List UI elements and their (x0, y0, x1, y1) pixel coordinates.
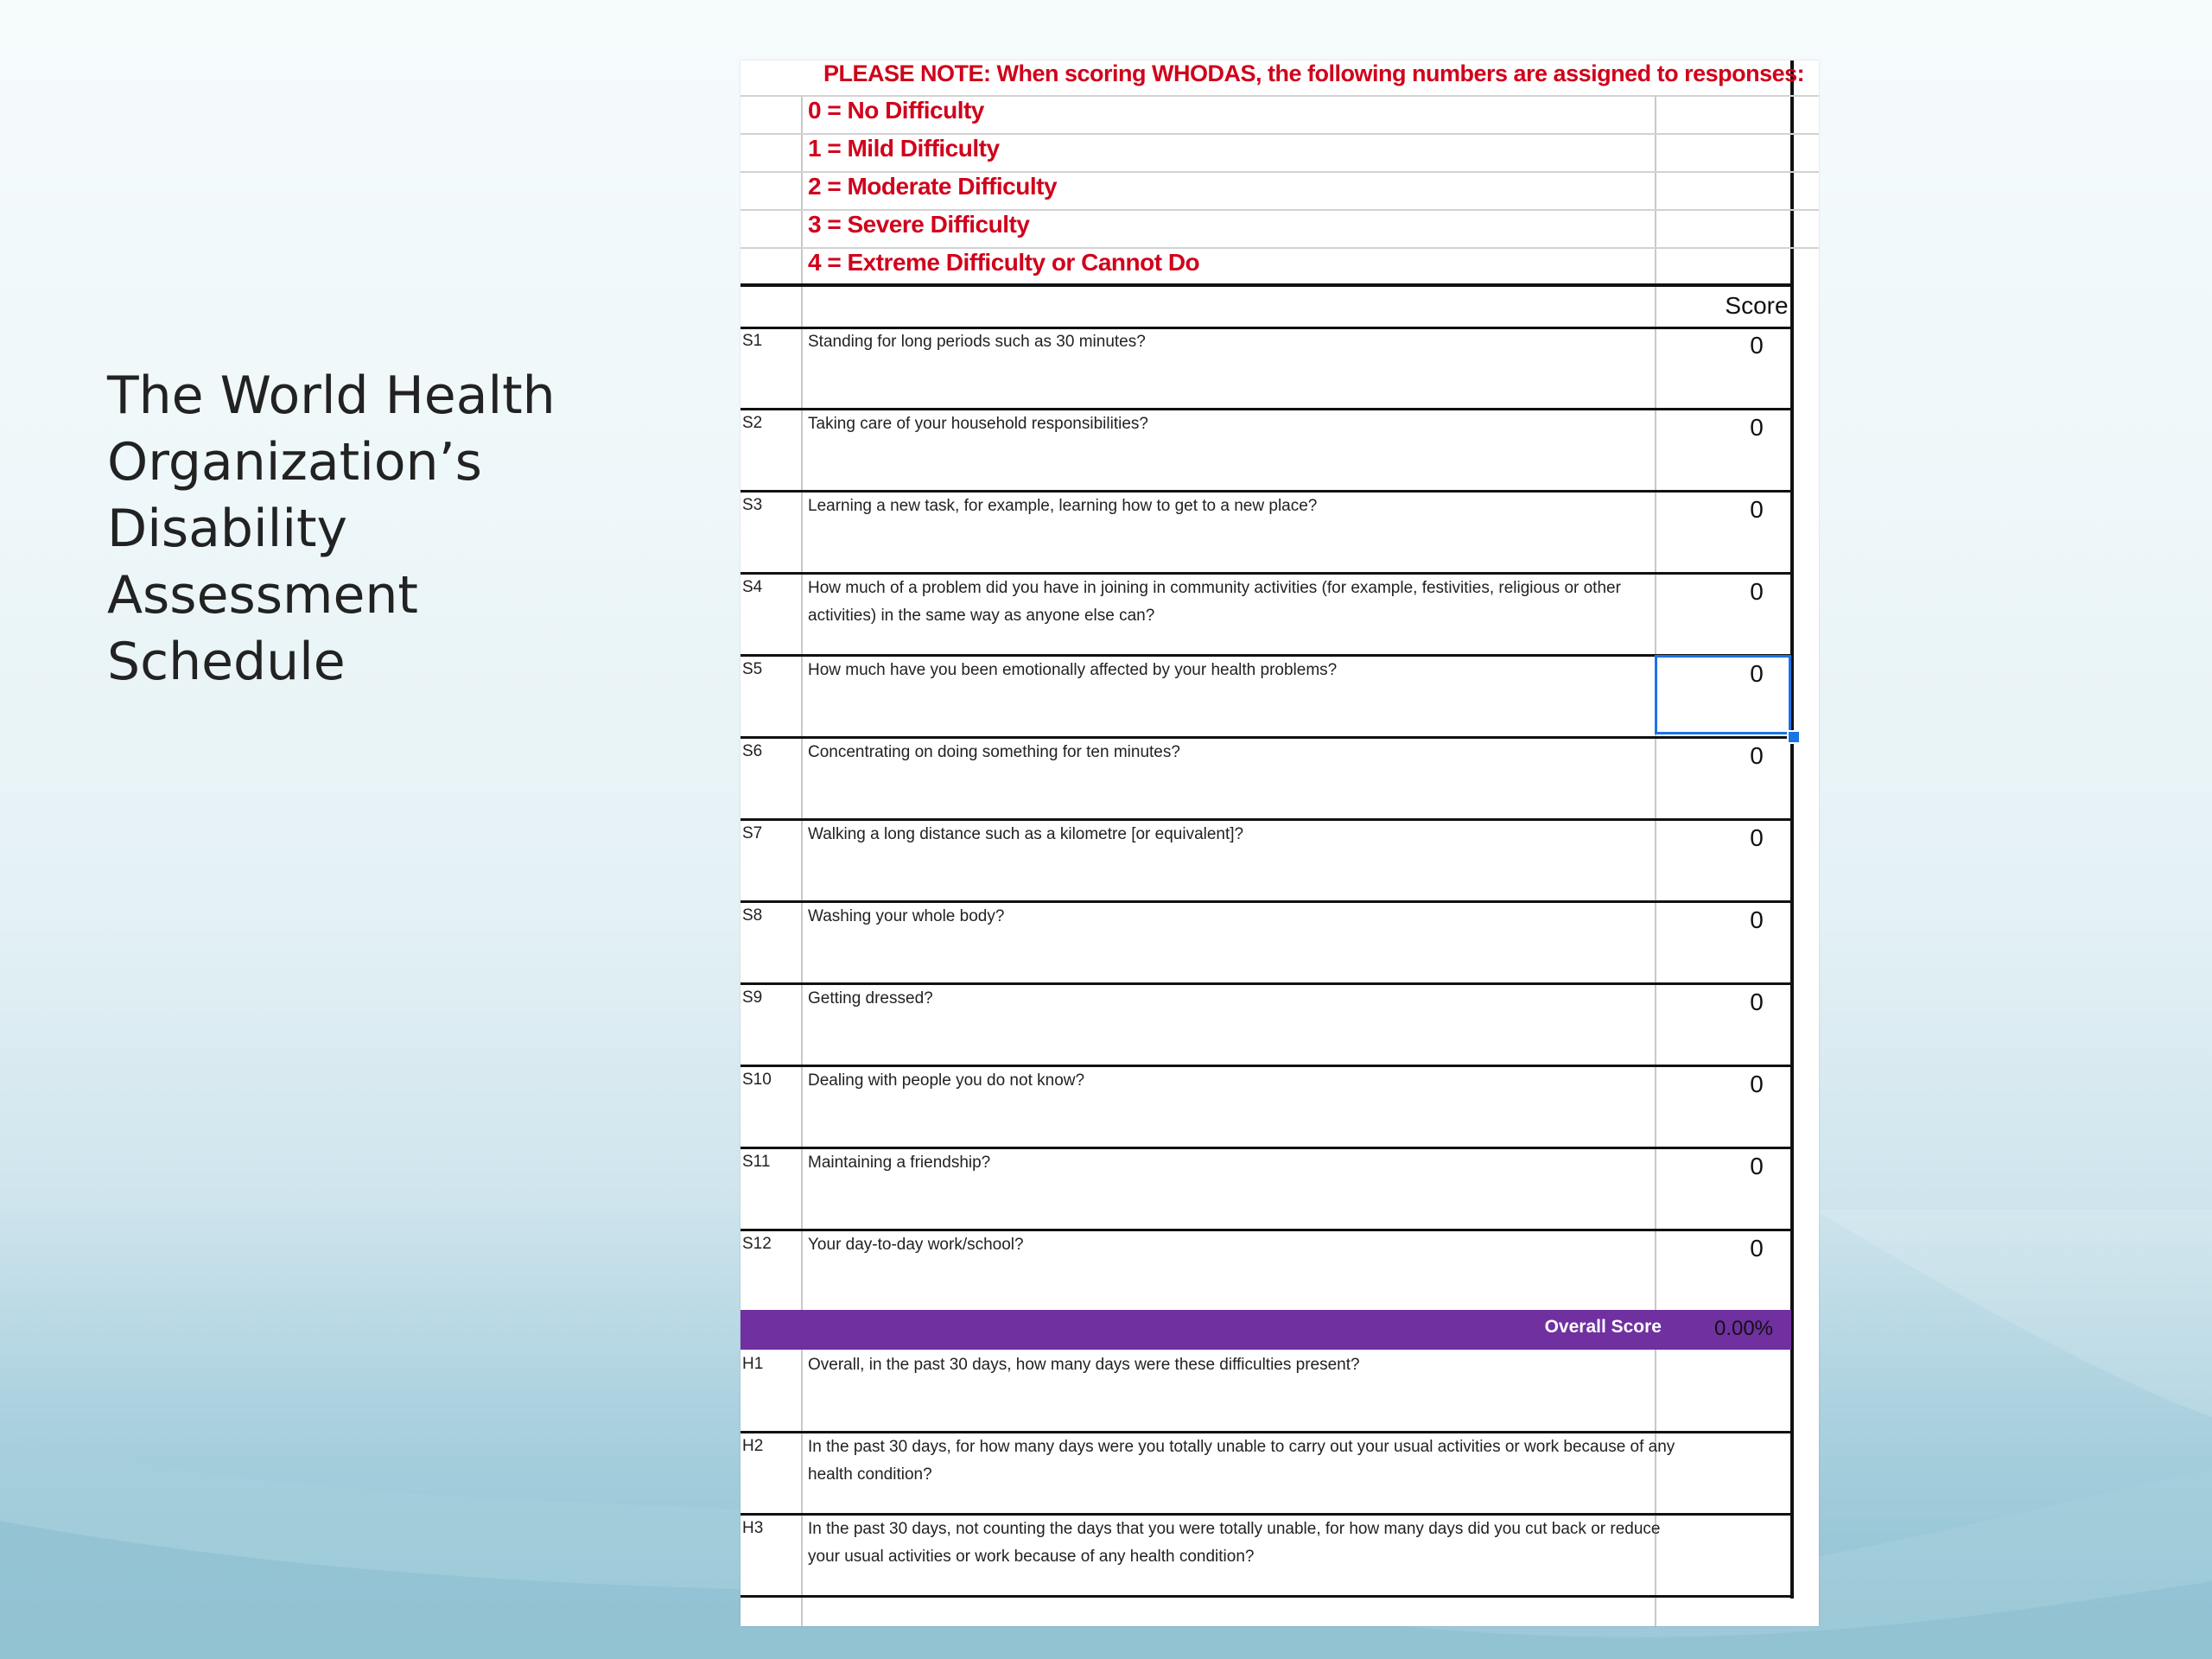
legend-item: 4 = Extreme Difficulty or Cannot Do (808, 249, 1200, 276)
column-divider (801, 95, 803, 1626)
item-code: S4 (742, 578, 763, 596)
item-code: S8 (742, 906, 763, 925)
item-question: Your day-to-day work/school? (808, 1236, 1024, 1254)
item-score-cell[interactable]: 0 (1750, 1235, 1764, 1262)
item-question: Walking a long distance such as a kilometre [or equivalent]? (808, 825, 1244, 843)
item-question: Standing for long periods such as 30 minutes? (808, 333, 1146, 351)
item-score-cell[interactable]: 0 (1750, 742, 1764, 769)
item-code: S2 (742, 414, 763, 432)
legend-item: 2 = Moderate Difficulty (808, 173, 1058, 200)
item-score-cell[interactable]: 0 (1750, 496, 1764, 523)
item-question: Washing your whole body? (808, 907, 1005, 925)
item-question: Taking care of your household responsibilities? (808, 415, 1148, 433)
item-question: Learning a new task, for example, learning how to get to a new place? (808, 497, 1318, 515)
item-code: S10 (742, 1071, 772, 1089)
title-line: Schedule (107, 632, 346, 692)
grid-line (741, 283, 1793, 287)
item-code: S11 (742, 1153, 771, 1171)
title-line: The World Health (107, 365, 556, 426)
item-score-cell[interactable]: 0 (1750, 578, 1764, 605)
item-code: S3 (742, 496, 763, 514)
item-code: H3 (742, 1519, 764, 1537)
item-question: Dealing with people you do not know? (808, 1071, 1085, 1090)
item-code: S5 (742, 660, 763, 678)
fill-handle[interactable] (1787, 730, 1801, 744)
item-code: H2 (742, 1437, 764, 1455)
item-code: H1 (742, 1355, 764, 1373)
item-score-cell[interactable]: 0 (1750, 906, 1764, 933)
overall-score-bar (741, 1310, 1791, 1350)
overall-score-label: Overall Score (1544, 1317, 1662, 1337)
item-question: How much of a problem did you have in joining in community activities (for example, festivities, religious or other activities) in the same way as anyone else can? (808, 579, 1621, 625)
item-code: S12 (742, 1235, 772, 1253)
title-line: Disability (107, 499, 348, 559)
item-code: S7 (742, 824, 763, 842)
item-question: Concentrating on doing something for ten minutes? (808, 743, 1180, 761)
item-score-cell[interactable]: 0 (1750, 414, 1764, 441)
slide-title (107, 363, 643, 696)
legend-item: 1 = Mild Difficulty (808, 135, 1000, 162)
selected-cell-outline[interactable] (1655, 655, 1791, 734)
item-question: How much have you been emotionally affected by your health problems? (808, 661, 1338, 679)
item-score-cell[interactable]: 0 (1750, 824, 1764, 851)
item-question: Maintaining a friendship? (808, 1154, 991, 1172)
overall-score-value[interactable]: 0.00% (1713, 1317, 1774, 1340)
item-question: Overall, in the past 30 days, how many days were these difficulties present? (808, 1356, 1360, 1374)
legend-item: 0 = No Difficulty (808, 97, 984, 124)
item-question: In the past 30 days, for how many days were you totally unable to carry out your usual activities or work because of any health condition? (808, 1438, 1675, 1484)
title-line: Organization’s (107, 432, 482, 493)
item-code: S6 (742, 742, 763, 760)
column-divider (1655, 95, 1656, 1626)
score-column-header: Score (1725, 292, 1789, 319)
item-score-cell[interactable]: 0 (1750, 988, 1764, 1015)
legend-item: 3 = Severe Difficulty (808, 211, 1030, 238)
item-score-cell[interactable]: 0 (1750, 660, 1764, 687)
scoring-note: PLEASE NOTE: When scoring WHODAS, the following numbers are assigned to responses: (823, 60, 1805, 86)
title-line: Assessment (107, 565, 418, 626)
item-code: S1 (742, 332, 763, 350)
item-question: Getting dressed? (808, 989, 933, 1007)
row-border (741, 1595, 1791, 1598)
item-score-cell[interactable]: 0 (1750, 1153, 1764, 1179)
item-code: S9 (742, 988, 763, 1007)
item-score-cell[interactable]: 0 (1750, 1071, 1764, 1097)
whodas-spreadsheet (741, 60, 1819, 1626)
item-score-cell[interactable]: 0 (1750, 332, 1764, 359)
item-question: In the past 30 days, not counting the days that you were totally unable, for how many days did you cut back or reduce your usual activities or work because of any health condition? (808, 1520, 1661, 1566)
